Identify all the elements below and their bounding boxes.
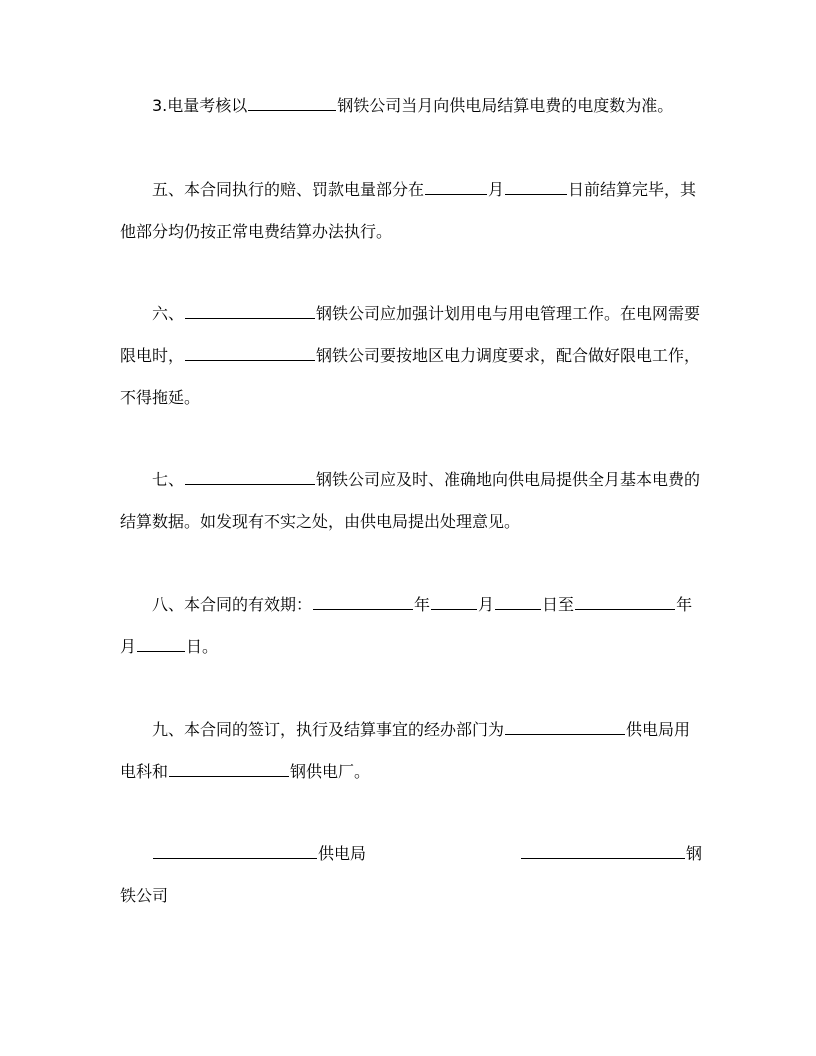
blank-field[interactable] [575,592,675,610]
clause-6 [120,299,710,425]
clause-9-line-2-suffix: 钢供电厂。 [290,762,371,781]
clause-5-line-1 [120,175,710,217]
clause-6-suffix: 钢铁公司应加强计划用电与用电管理工作。在电网需要 [316,304,701,323]
blank-field[interactable] [153,841,317,859]
clause-9-line-2-prefix: 电科和 [120,762,169,781]
clause-8-line-2-day: 日。 [186,637,219,656]
clause-6-prefix: 六、 [152,304,185,323]
clause-8-year-2: 年 [676,595,693,614]
clause-5-suffix: 日前结算完毕，其 [568,180,697,199]
clause-3 [120,91,710,133]
clause-9-line-2 [120,757,710,799]
signature-line-1 [120,839,710,881]
clause-3-suffix: 钢铁公司当月向供电局结算电费的电度数为准。 [337,96,674,115]
blank-field[interactable] [248,93,336,111]
clause-6-line-3: 不得拖延。 [120,388,201,407]
clause-6-line-2-suffix: 钢铁公司要按地区电力调度要求，配合做好限电工作， [316,346,701,365]
clause-7-suffix: 钢铁公司应及时、准确地向供电局提供全月基本电费的 [316,470,701,489]
clause-7-line-2: 结算数据。如发现有不实之处，由供电局提出处理意见。 [120,512,521,531]
clause-9-prefix: 九、本合同的签订，执行及结算事宜的经办部门为 [152,720,505,739]
blank-field[interactable] [169,759,289,777]
clause-8-line-2 [120,632,710,674]
clause-7 [120,465,710,549]
blank-field[interactable] [505,717,625,735]
blank-field[interactable] [185,467,315,485]
clause-3-line-1 [120,91,710,133]
clause-5-line-2: 他部分均仍按正常电费结算办法执行。 [120,222,393,241]
clause-7-line-1 [120,465,710,507]
blank-field[interactable] [425,177,487,195]
clause-8-line-1 [120,590,710,632]
signature-line-2: 铁公司 [120,886,169,905]
blank-field[interactable] [313,592,413,610]
blank-field[interactable] [185,301,315,319]
clause-9 [120,715,710,799]
blank-field[interactable] [137,634,185,652]
clause-5 [120,175,710,259]
clause-8-line-2-month: 月 [120,637,137,656]
signature-block [120,839,710,923]
clause-8 [120,590,710,674]
signature-left-label: 供电局 [318,844,367,863]
clause-8-year: 年 [414,595,431,614]
blank-field[interactable] [185,343,315,361]
clause-3-prefix: 3.电量考核以 [152,96,248,115]
clause-6-line-2-prefix: 限电时， [120,346,185,365]
blank-field[interactable] [521,841,685,859]
signature-right-label: 钢 [686,844,703,863]
clause-5-prefix: 五、本合同执行的赔、罚款电量部分在 [152,180,425,199]
clause-6-line-2 [120,341,710,383]
clause-7-prefix: 七、 [152,470,185,489]
clause-9-line-1 [120,715,710,757]
signature-right [520,839,702,869]
clause-5-month: 月 [488,180,505,199]
blank-field[interactable] [495,592,541,610]
clause-6-line-1 [120,299,710,341]
blank-field[interactable] [431,592,477,610]
clause-8-month: 月 [478,595,495,614]
blank-field[interactable] [505,177,567,195]
clause-8-day-to: 日至 [542,595,575,614]
clause-9-suffix: 供电局用 [626,720,691,739]
clause-8-prefix: 八、本合同的有效期： [152,595,313,614]
